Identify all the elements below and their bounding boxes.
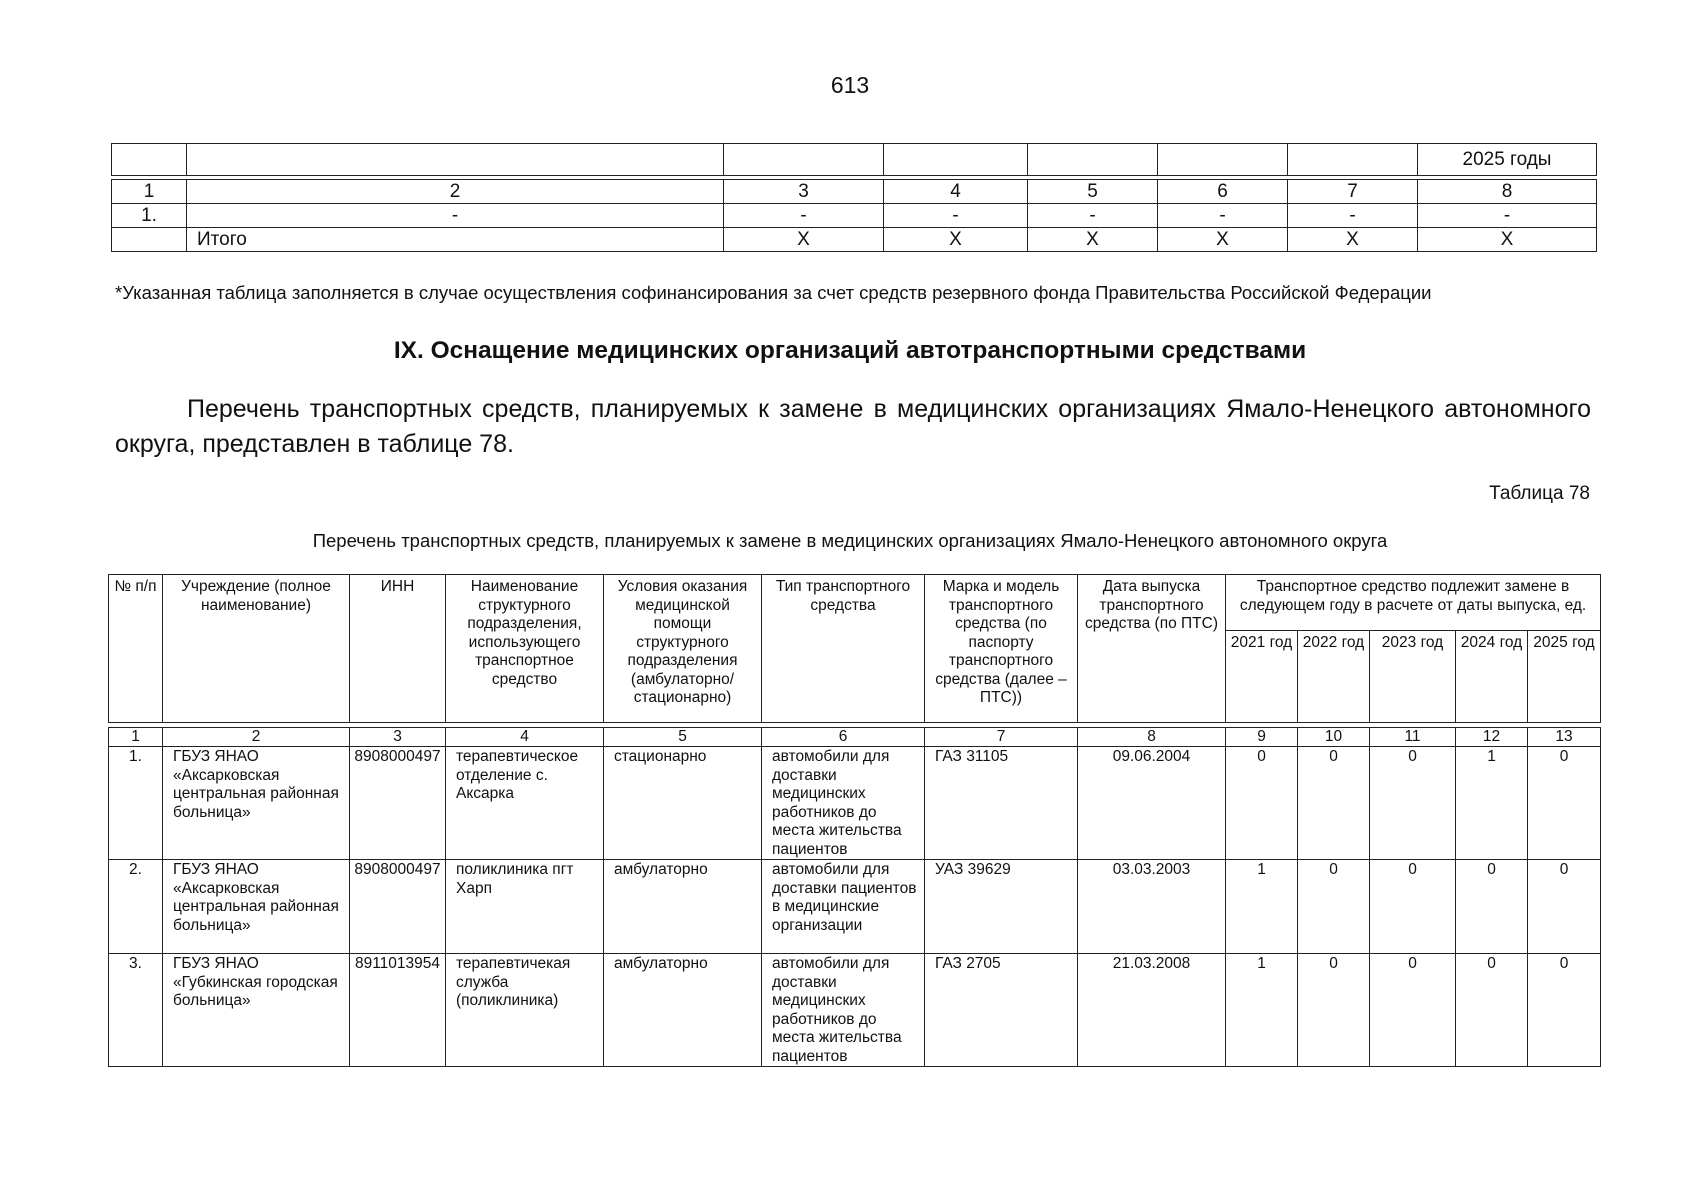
header-cell (1028, 144, 1158, 176)
row-subdivision: терапевтическое отделение с. Аксарка (446, 747, 604, 860)
row-institution: ГБУЗ ЯНАО «Аксарковская центральная районная больница» (163, 860, 350, 954)
column-number: 9 (1226, 728, 1298, 747)
section-heading: IX. Оснащение медицинских организаций автотранспортными средствами (393, 337, 1307, 364)
column-number: 4 (446, 728, 604, 747)
header-cell (724, 144, 884, 176)
row-no: 1. (109, 747, 163, 860)
column-number: 12 (1456, 728, 1528, 747)
column-number: 13 (1528, 728, 1601, 747)
column-number: 1 (112, 180, 187, 204)
column-number: 8 (1418, 180, 1597, 204)
column-number: 7 (1288, 180, 1418, 204)
header-cell (187, 144, 724, 176)
header-vehicle-type: Тип транспортного средства (762, 575, 925, 723)
header-cell (1288, 144, 1418, 176)
header-inn: ИНН (350, 575, 446, 723)
table-row (109, 954, 1601, 1067)
table-cell: - (1158, 204, 1288, 228)
row-conditions: амбулаторно (604, 860, 762, 954)
footnote: *Указанная таблица заполняется в случае осуществления софинансирования за счет средств резервного фонда Правительства Российской Федерации (115, 282, 1432, 303)
row-conditions: амбулаторно (604, 954, 762, 1067)
row-brand-model: ГАЗ 31105 (925, 747, 1078, 860)
header-conditions: Условия оказания медицинской помощи структурного подразделения (амбулаторно/ стационарно) (604, 575, 762, 723)
table-cell (112, 228, 187, 252)
row-vehicle-type: автомобили для доставки пациентов в медицинские организации (762, 860, 925, 954)
row-year-value: 0 (1298, 954, 1370, 1067)
row-institution: ГБУЗ ЯНАО «Аксарковская центральная районная больница» (163, 747, 350, 860)
column-number: 2 (163, 728, 350, 747)
header-cell (112, 144, 187, 176)
column-number: 1 (109, 728, 163, 747)
total-row (112, 228, 1597, 252)
row-year-value: 0 (1370, 860, 1456, 954)
table-cell: X (724, 228, 884, 252)
column-number: 10 (1298, 728, 1370, 747)
row-conditions: стационарно (604, 747, 762, 860)
table-row (112, 204, 1597, 228)
continuation-table-header (111, 143, 1597, 176)
header-brand-model: Марка и модель транспортного средства (по паспорту транспортного средства (далее – ПТС)) (925, 575, 1078, 723)
row-year-value: 0 (1298, 860, 1370, 954)
table-cell: X (1288, 228, 1418, 252)
row-year-value: 1 (1456, 747, 1528, 860)
body-paragraph: Перечень транспортных средств, планируемых к замене в медицинских организациях Ямало-Ненецкого автономного округа, представлен в таблице 78. (115, 395, 1591, 458)
table-row (109, 860, 1601, 954)
table-cell: - (187, 204, 724, 228)
continuation-table (111, 143, 1596, 252)
row-vehicle-type: автомобили для доставки медицинских работников до места жительства пациентов (762, 747, 925, 860)
column-number: 8 (1078, 728, 1226, 747)
header-year: 2024 год (1456, 631, 1528, 723)
table-cell: - (724, 204, 884, 228)
column-number: 11 (1370, 728, 1456, 747)
row-year-value: 0 (1528, 954, 1601, 1067)
row-year-value: 0 (1370, 954, 1456, 1067)
header-subdivision: Наименование структурного подразделения, использующего транспортное средство (446, 575, 604, 723)
row-inn: 8908000497 (350, 747, 446, 860)
table-cell: X (1158, 228, 1288, 252)
row-year-value: 0 (1456, 860, 1528, 954)
row-year-value: 0 (1370, 747, 1456, 860)
header-release-date: Дата выпуска транспортного средства (по ПТС) (1078, 575, 1226, 723)
table-cell: X (1028, 228, 1158, 252)
header-no: № п/п (109, 575, 163, 723)
row-no: 3. (109, 954, 163, 1067)
row-year-value: 0 (1456, 954, 1528, 1067)
row-year-value: 0 (1226, 747, 1298, 860)
header-year: 2023 год (1370, 631, 1456, 723)
row-inn: 8908000497 (350, 860, 446, 954)
table-cell: - (1288, 204, 1418, 228)
row-release-date: 09.06.2004 (1078, 747, 1226, 860)
table-cell: - (884, 204, 1028, 228)
header-cell (884, 144, 1028, 176)
column-number: 2 (187, 180, 724, 204)
column-number: 5 (604, 728, 762, 747)
row-year-value: 1 (1226, 954, 1298, 1067)
row-year-value: 0 (1298, 747, 1370, 860)
table-label: Таблица 78 (1489, 483, 1590, 504)
row-inn: 8911013954 (350, 954, 446, 1067)
header-year: 2025 год (1528, 631, 1601, 723)
column-number: 5 (1028, 180, 1158, 204)
page-number: 613 (830, 72, 870, 98)
header-year: 2021 год (1226, 631, 1298, 723)
column-number: 3 (350, 728, 446, 747)
row-subdivision: поликлиника пгт Харп (446, 860, 604, 954)
row-release-date: 03.03.2003 (1078, 860, 1226, 954)
header-cell (1158, 144, 1288, 176)
table-caption: Перечень транспортных средств, планируемых к замене в медицинских организациях Ямало-Ненецкого автономного округа (312, 530, 1388, 551)
vehicles-table-body (108, 727, 1601, 1067)
column-number: 4 (884, 180, 1028, 204)
row-subdivision: терапевтичекая служба (поликлиника) (446, 954, 604, 1067)
column-number: 6 (1158, 180, 1288, 204)
column-number-row (112, 180, 1597, 204)
table-cell: X (1418, 228, 1597, 252)
table-cell: - (1418, 204, 1597, 228)
row-year-value: 1 (1226, 860, 1298, 954)
continuation-table-body (111, 179, 1597, 252)
total-label: Итого (187, 228, 724, 252)
column-number: 6 (762, 728, 925, 747)
vehicles-table-header (108, 574, 1601, 723)
row-no: 2. (109, 860, 163, 954)
table-cell: 1. (112, 204, 187, 228)
table-row (109, 747, 1601, 860)
vehicles-table (108, 574, 1600, 1067)
table-cell: - (1028, 204, 1158, 228)
row-institution: ГБУЗ ЯНАО «Губкинская городская больница» (163, 954, 350, 1067)
column-number: 3 (724, 180, 884, 204)
row-brand-model: УАЗ 39629 (925, 860, 1078, 954)
header-cell: 2025 годы (1418, 144, 1597, 176)
column-number: 7 (925, 728, 1078, 747)
header-year: 2022 год (1298, 631, 1370, 723)
header-replacement-group: Транспортное средство подлежит замене в следующем году в расчете от даты выпуска, ед. (1226, 575, 1601, 631)
row-year-value: 0 (1528, 747, 1601, 860)
column-number-row (109, 728, 1601, 747)
header-institution: Учреждение (полное наименование) (163, 575, 350, 723)
row-brand-model: ГАЗ 2705 (925, 954, 1078, 1067)
row-vehicle-type: автомобили для доставки медицинских работников до места жительства пациентов (762, 954, 925, 1067)
table-cell: X (884, 228, 1028, 252)
row-release-date: 21.03.2008 (1078, 954, 1226, 1067)
row-year-value: 0 (1528, 860, 1601, 954)
